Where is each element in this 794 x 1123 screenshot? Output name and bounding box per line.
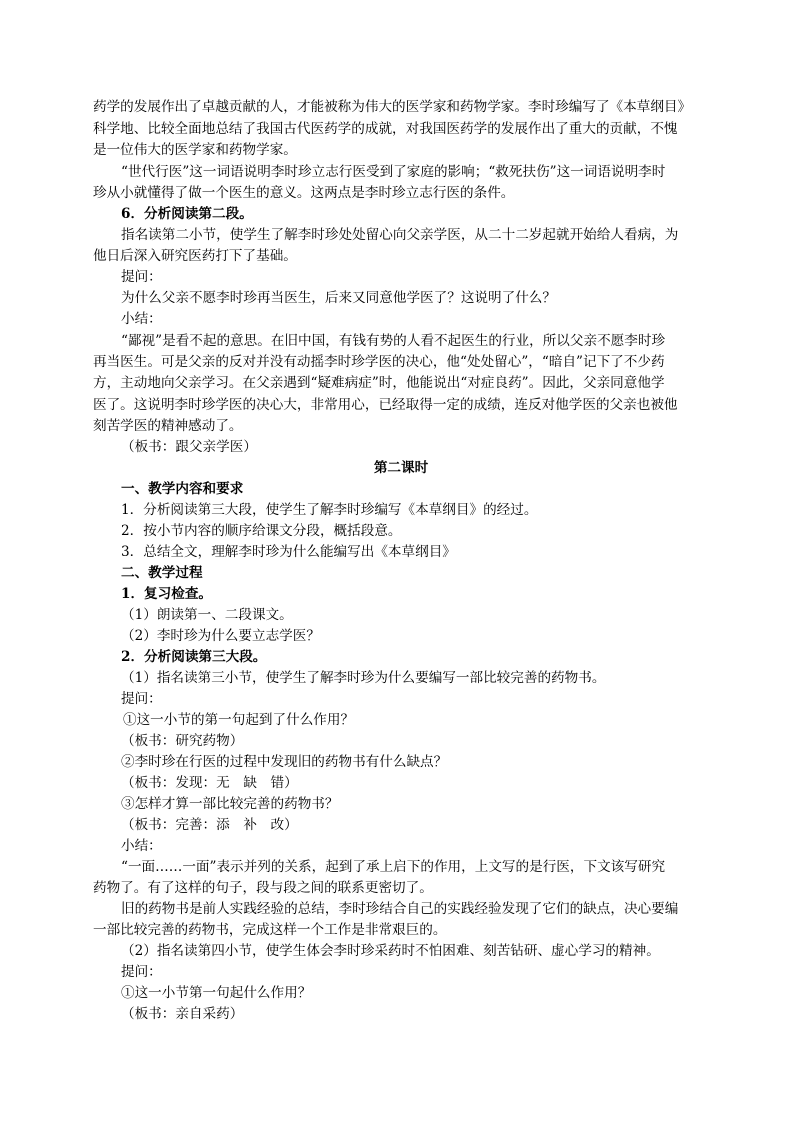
board-note: （板书：发现：无 缺 错）	[121, 775, 298, 791]
text-line: “世代行医”这一词语说明李时珍立志行医受到了家庭的影响；“救死扶伤”这一词语说明李时	[121, 164, 666, 180]
text-line: 药物了。有了这样的句子，段与段之间的联系更密切了。	[93, 880, 433, 896]
text-line: 旧的药物书是前人实践经验的总结，李时珍结合自己的实践经验发现了它们的缺点，决心要编	[121, 901, 679, 917]
text-line: 再当医生。可是父亲的反对并没有动摇李时珍学医的决心，他“处处留心”，“暗自”记下了不少药	[93, 354, 665, 370]
text-line: 提问：	[121, 964, 162, 980]
text-line: 指名读第二小节，使学生了解李时珍处处留心向父亲学医，从二十二岁起就开始给人看病，为	[121, 227, 679, 243]
text-line: （1）指名读第三小节，使学生了解李时珍为什么要编写一部比较完善的药物书。	[121, 670, 606, 686]
subsection-heading: 1．复习检查。	[121, 586, 213, 602]
text-line: 是一位伟大的医学家和药物学家。	[93, 142, 297, 158]
text-line: （2）指名读第四小节，使学生体会李时珍采药时不怕困难、刻苦钻研、虚心学习的精神。	[121, 943, 660, 959]
text-line: 他日后深入研究医药打下了基础。	[93, 248, 297, 264]
question-item: ①这一小节第一句起什么作用？	[121, 985, 312, 1001]
list-item: 2．按小节内容的顺序给课文分段，概括段意。	[121, 523, 402, 539]
text-line: 方，主动地向父亲学习。在父亲遇到“疑难病症”时，他能说出“对症良药”。因此，父亲同意他学	[93, 375, 665, 391]
text-line: “一面……一面”表示并列的关系，起到了承上启下的作用，上文写的是行医，下文该写研究	[121, 859, 666, 875]
text-line: 一部比较完善的药物书，完成这样一个工作是非常艰巨的。	[93, 922, 447, 938]
text-line: 医了。这说明李时珍学医的决心大，非常用心，已经取得一定的成绩，连反对他学医的父亲也被他	[93, 397, 678, 413]
list-item: 3．总结全文，理解李时珍为什么能编写出《本草纲目》	[121, 544, 456, 560]
section-heading: 6．分析阅读第二段。	[121, 206, 253, 222]
board-note: （板书：研究药物）	[121, 733, 244, 749]
question-item: ③怎样才算一部比较完善的药物书？	[121, 796, 339, 812]
board-note: （板书：亲自采药）	[121, 1006, 244, 1022]
subsection-heading: 2．分析阅读第三大段。	[121, 649, 267, 665]
list-item: （1）朗读第一、二段课文。	[121, 607, 293, 623]
text-line: 提问：	[121, 269, 162, 285]
list-item: 1．分析阅读第三大段，使学生了解李时珍编写《本草纲目》的经过。	[121, 502, 538, 518]
text-line: 科学地、比较全面地总结了我国古代医药学的成就，对我国医药学的发展作出了重大的贡献，不愧	[93, 121, 678, 137]
text-line: 珍从小就懂得了做一个医生的意义。这两点是李时珍立志行医的条件。	[93, 185, 515, 201]
lesson-title: 第二课时	[373, 460, 429, 476]
text-line: 小结：	[121, 838, 162, 854]
section-heading: 一、教学内容和要求	[121, 481, 244, 497]
text-line: 为什么父亲不愿李时珍再当医生，后来又同意他学医了？这说明了什么？	[121, 290, 556, 306]
board-note: （板书：跟父亲学医）	[121, 439, 257, 455]
text-line: 小结：	[121, 311, 162, 327]
text-line: 提问：	[121, 691, 162, 707]
text-line: 刻苦学医的精神感动了。	[93, 418, 243, 434]
board-note: （板书：完善：添 补 改）	[121, 817, 298, 833]
question-item: ②李时珍在行医的过程中发现旧的药物书有什么缺点？	[121, 754, 448, 770]
text-line: 药学的发展作出了卓越贡献的人，才能被称为伟大的医学家和药物学家。李时珍编写了《本草纲目》	[93, 99, 692, 115]
text-line: “鄙视”是看不起的意思。在旧中国，有钱有势的人看不起医生的行业，所以父亲不愿李时珍	[121, 333, 666, 349]
list-item: （2）李时珍为什么要立志学医？	[121, 628, 320, 644]
question-item: ①这一小节的第一句起到了什么作用？	[123, 712, 355, 728]
section-heading: 二、教学过程	[121, 565, 203, 581]
